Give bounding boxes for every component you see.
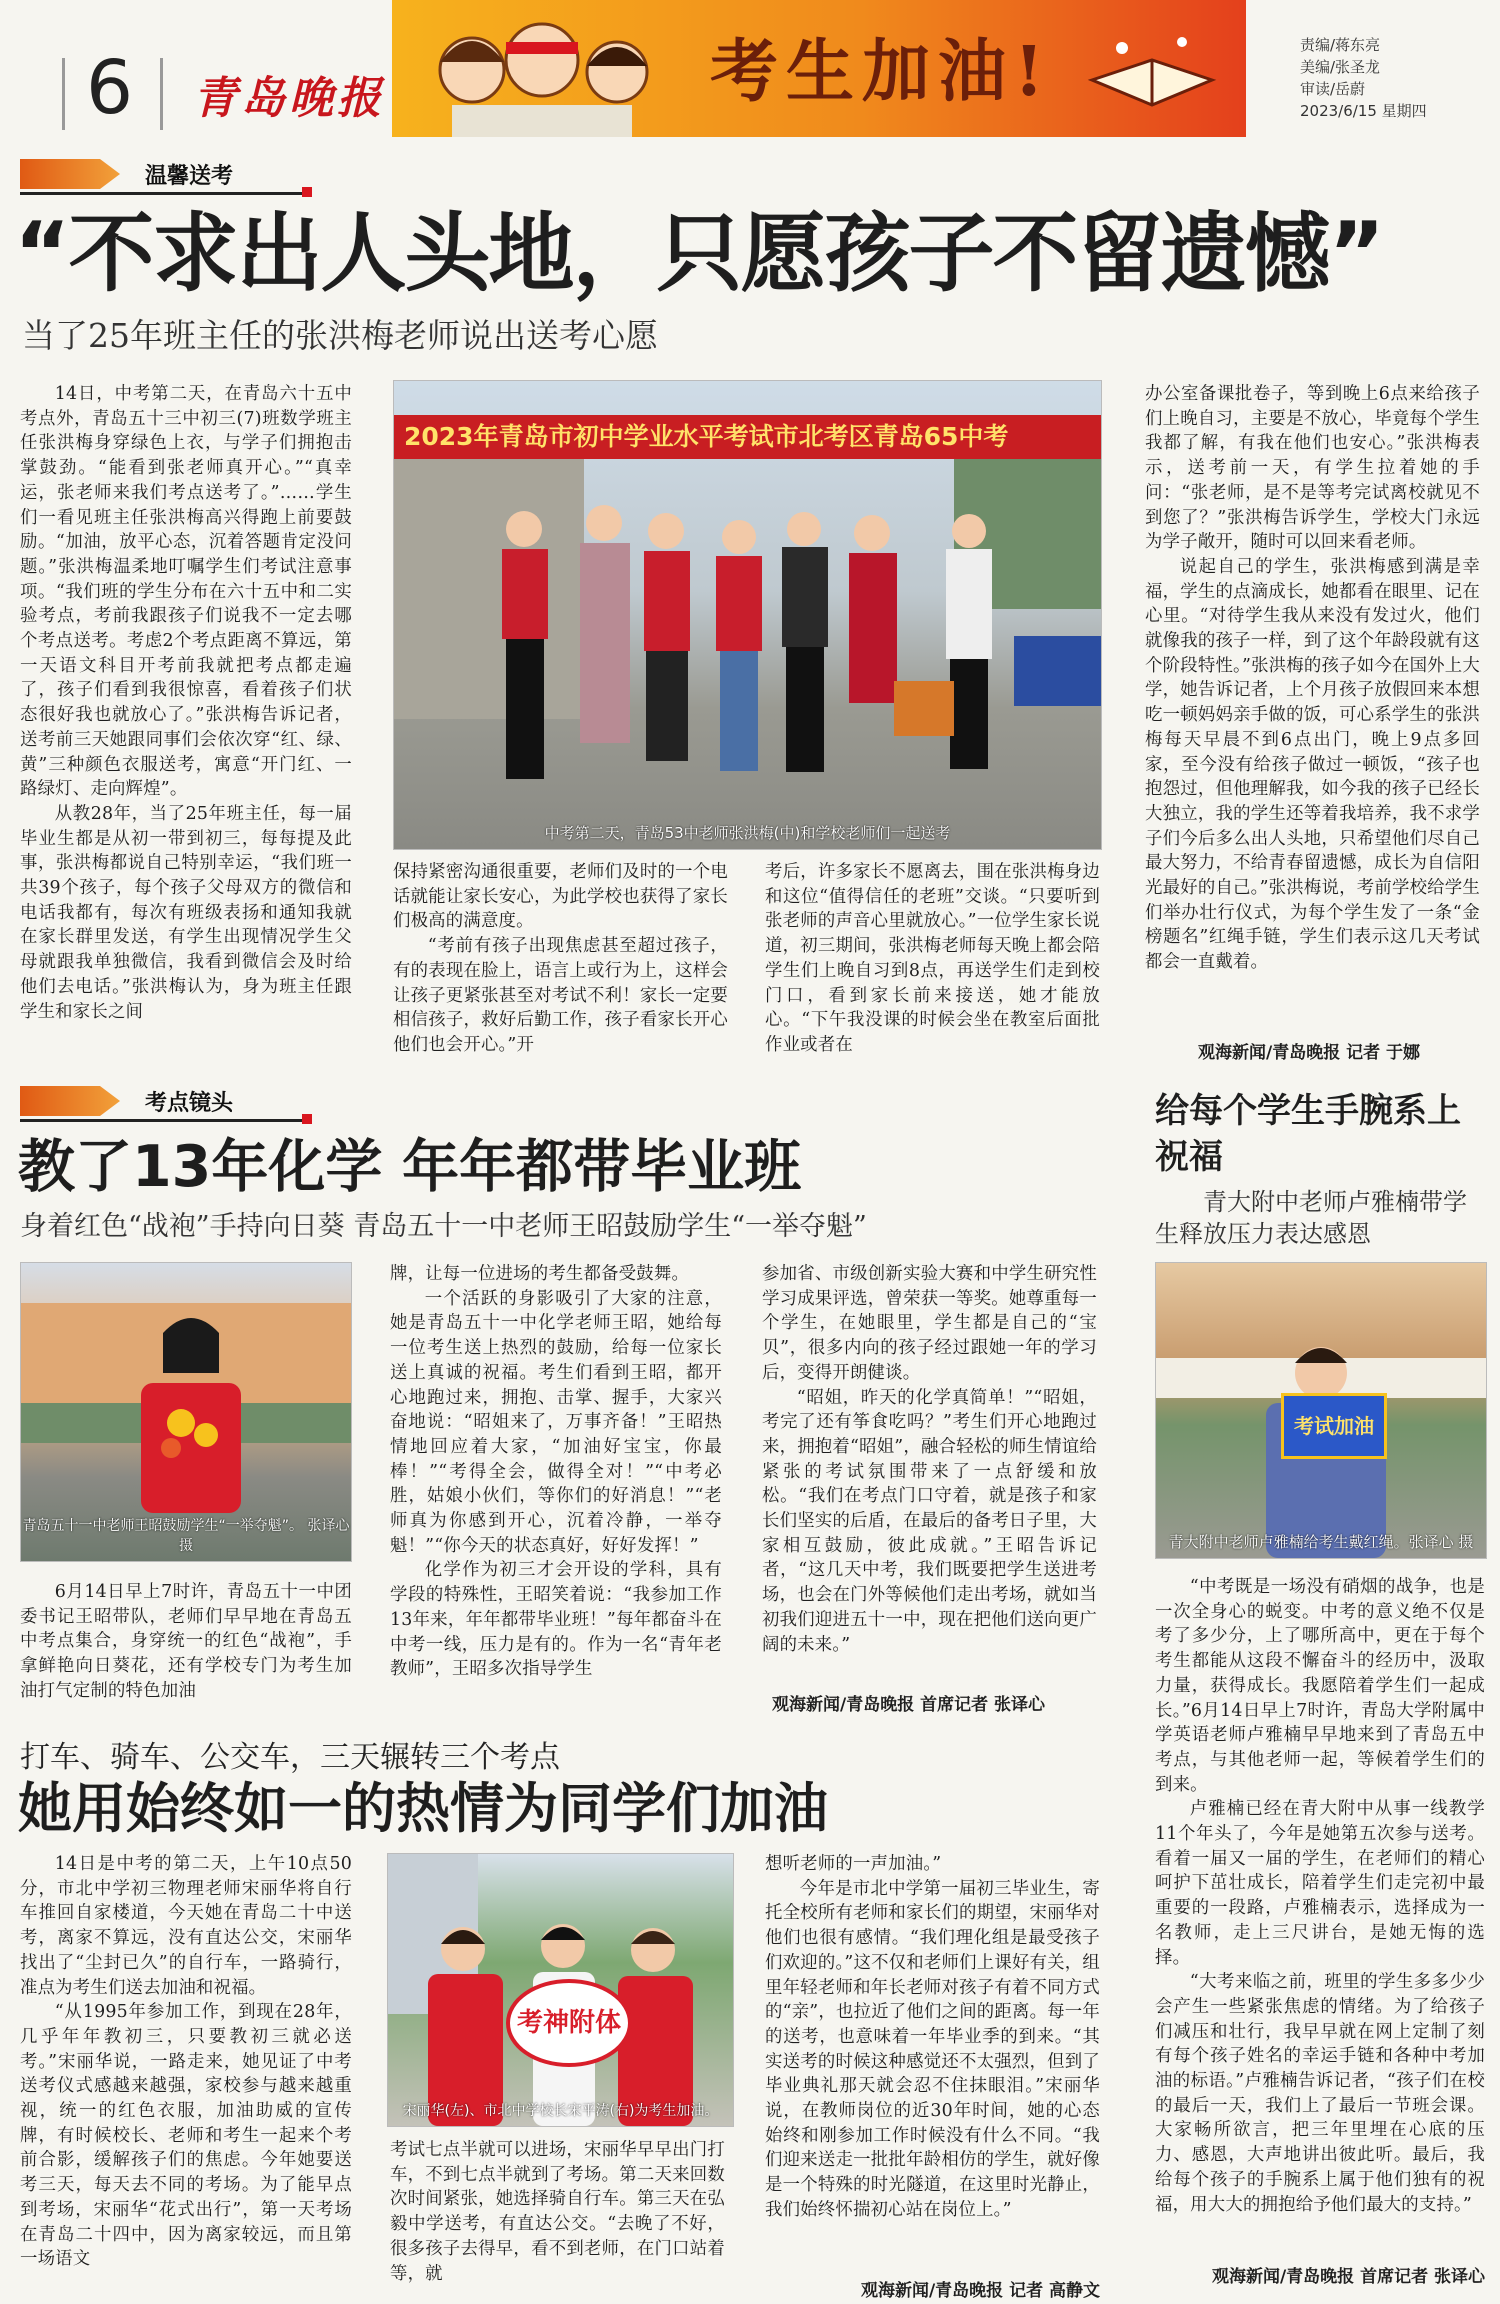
headline-story2: 教了13年化学 年年都带毕业班 [18,1134,802,1200]
headline-story3: 给每个学生手腕系上祝福 [1155,1091,1461,1177]
editor-line: 审读/岳蔚 [1300,80,1366,98]
paragraph: “昭姐，昨天的化学真简单！”“昭姐，考完了还有筝食吃吗？”考生们开心地跑过来，拥抱着“昭姐”，融合轻松的师生情谊给紧张的考试氛围带来了一点舒缓和放松。“我们在考点门口守着，就是孩子和家长们坚实的后盾，在最后的备考日子里，大家相互鼓励，彼此成就。”王昭告诉记者，“这几天中考，我们既要把学生送进考场，也会在门外等候他们走出考场，就如当初我们迎进五十一中，现在把他们送向更广阔的未来。” [762,1387,1097,1655]
subhead-story1: 当了25年班主任的张洪梅老师说出送考心愿 [22,316,658,355]
paragraph: “考前有孩子出现焦虑甚至超过孩子，有的表现在脸上，语言上或行为上，这样会让孩子更紧张甚至对考试不利！家长一定要相信孩子，救好后勤工作，孩子看家长开心他们也会开心。”开 [393,936,728,1055]
paragraph: 化学作为初三才会开设的学科，具有学段的特殊性，王昭笑着说：“我参加工作13年来，年年都带毕业班！”每年都奋斗在中考一线，压力是有的。作为一名“青年老教师”，王昭多次指导学生 [390,1560,722,1680]
cheer-sign: 考神附体 [506,1979,632,2067]
subhead-story3: 青大附中老师卢雅楠带学生释放压力表达感恩 [1155,1188,1467,1248]
header-rule-2 [160,58,163,130]
paragraph: 14日，中考第二天，在青岛六十五中考点外，青岛五十三中初三(7)班数学班主任张洪梅身穿绿色上衣，与学子们拥抱击掌鼓劲。“能看到张老师真开心。”“真幸运，张老师来我们考点送考了。”……学生们一看见班主任张洪梅高兴得跑上前要鼓励。“加油，放平心态，沉着答题肯定没问题。”张洪梅温柔地叮嘱学生们考试注意事项。“我们班的学生分布在六十五中和二实验考点，考前我跟孩子们说我不一定去哪个考点送考。考虑2个考点距离不算远，第一天语文科目开考前我就把考点都走遍了，孩子们看到我很惊喜，看着孩子们状态很好我也就放心了。”张洪梅告诉记者，送考前三天她跟同事们会依次穿“红、绿、黄”三种颜色衣服送考，寓意“开门红、一路绿灯、走向辉煌”。 [20,384,352,800]
banner [392,0,1246,137]
paragraph: 考试七点半就可以进场，宋丽华早早出门打车，不到七点半就到了考场。第二天来回数次时间紧张，她选择骑自行车。第三天在弘毅中学送考，有直达公交。“去晚了不好，很多孩子去得早，看不到老师，在门口站着等，就 [390,2140,725,2284]
story4-column-3 [765,1852,1100,2272]
subhead-story2: 身着红色“战袍”手持向日葵 青岛五十一中老师王昭鼓励学生“一举夺魁” [20,1211,867,1242]
photo-story2-teacher [20,1262,352,1562]
cartoon-students-icon [412,0,672,137]
issue-date: 2023/6/15 星期四 [1300,102,1427,120]
kicker-story4: 打车、骑车、公交车，三天辗转三个考点 [20,1740,560,1775]
story1-column-4 [1145,382,1480,1032]
book-icon [1082,20,1222,120]
paragraph: “从1995年参加工作，到现在28年，几乎年年教初三，只要教初三就必送考。”宋丽华说，一路走来，她见证了中考送考仪式感越来越强，家校参与越来越重视，统一的红色衣服，加油助威的宣传牌，有时候校长、老师和考生一起来个考前合影，缓解孩子们的焦虑。今年她要送考三天，每天去不同的考场。为了能早点到考场，宋丽华“花式出行”，第一天考场在青岛二十四中，因为离家较远，而且第一场语文 [20,2002,352,2270]
story3-body [1155,1575,1485,2255]
byline-story4: 观海新闻/青岛晚报 记者 高静文 [860,2281,1100,2301]
paragraph: 保持紧密沟通很重要，老师们及时的一个电话就能让家长安心，为此学校也获得了家长们极高的满意度。 [393,862,728,932]
masthead [0,0,1500,150]
section-label-warm [20,155,310,195]
editor-credits [1300,34,1427,122]
cheer-sign: 考试加油 [1281,1393,1387,1459]
headline-story4: 她用始终如一的热情为同学们加油 [18,1777,828,1840]
paragraph: 14日是中考的第二天，上午10点50分，市北中学初三物理老师宋丽华将自行车推回自家楼道，今天她在青岛二十中送考，离家不算远，没有直达公交，宋丽华找出了“尘封已久”的自行车，一路骑行，准点为考生们送去加油和祝福。 [20,1854,352,1998]
section-arrow-icon [20,159,120,189]
story2-column-3 [762,1262,1097,1682]
editor-line: 美编/张圣龙 [1300,58,1381,76]
paragraph: 参加省、市级创新实验大赛和中学生研究性学习成果评选，曾荣获一等奖。她尊重每一个学生，在她眼里，学生都是自己的“宝贝”，很多内向的孩子经过跟她一年的学习后，变得开朗健谈。 [762,1264,1097,1383]
teachers-group-figure [394,381,1101,849]
photo-story4-teachers [387,1853,734,2127]
paragraph: 一个活跃的身影吸引了大家的注意，她是青岛五十一中化学老师王昭，她给每一位考生送上热烈的鼓励，给每一位家长送上真诚的祝福。考生们看到王昭，都开心地跑过来，拥抱、击掌、握手，大家兴奋地说：“昭姐来了，万事齐备！”王昭热情地回应着大家，“加油好宝宝，你最棒！”“考得全会，做得全对！”“中考必胜，姑娘小伙们，等你们的好消息！”“老师真为你感到开心，沉着冷静，一举夺魁！”“你今天的状态真好，好好发挥！” [390,1288,722,1556]
paper-name: 青岛晚报 [193,73,385,124]
byline-story3: 观海新闻/青岛晚报 首席记者 张译心 [1211,2267,1485,2287]
photo-caption: 青岛五十一中老师王昭鼓励学生“一举夺魁”。 张译心 摄 [22,1518,350,1554]
photo-story1-teachers [393,380,1102,850]
paragraph: 从教28年，当了25年班主任，每一届毕业生都是从初一带到初三，每每提及此事，张洪梅都说自己特别幸运，“我们班一共39个孩子，每个孩子父母双方的微信和电话我都有，每次有班级表扬和通知我就在家长群里发送，有学生出现情况学生父母就跟我单独微信，我看到微信会及时给他们去电话。”张洪梅认为，身为班主任跟学生和家长之间 [20,803,352,1022]
photo-banner-red: 2023年青岛市初中学业水平考试市北考区青岛65中考 [394,415,1101,459]
photo-caption: 青大附中老师卢雅楠给考生戴红绳。张译心 摄 [1168,1533,1474,1551]
header-rule [62,58,65,130]
story2-column-2 [390,1262,722,1712]
paragraph: 办公室备课批卷子，等到晚上6点来给孩子们上晚自习，主要是不放心，毕竟每个学生我都了解，有我在他们也安心。”张洪梅表示，送考前一天，有学生拉着她的手问：“张老师，是不是等考完试离校就见不到您了？”张洪梅告诉学生，学校大门永远为学子敞开，随时可以回来看老师。 [1145,384,1480,553]
paragraph: 今年是市北中学第一届初三毕业生，寄托全校所有老师和家长们的期望，宋丽华对他们也很有感情。“我们理化组是最受孩子们欢迎的。”这不仅和老师们上课好有关，组里年轻老师和年长老师对孩子有着不同方式的“亲”，也拉近了他们之间的距离。每一年的送考，也意味着一年毕业季的到来。“其实送考的时候这种感觉还不太强烈，但到了毕业典礼那天就会忍不住抹眼泪。”宋丽华说，在教师岗位的近30年时间，她的心态始终和刚参加工作时候没有什么不同。“我们迎来送走一批批年龄相仿的学生，就好像是一个特殊的时光隧道，在这里时光静止，我们始终怀揣初心站在岗位上。” [765,1878,1100,2220]
story2-column-1 [20,1580,352,1710]
photo-story3-teacher [1155,1262,1487,1559]
paragraph: 说起自己的学生，张洪梅感到满是幸福，学生的点滴成长，她都看在眼里、记在心里。“对待学生我从来没有发过火，他们就像我的孩子一样，到了这个年龄段就有这个阶段特性。”张洪梅的孩子如今在国外上大学，她告诉记者，上个月孩子放假回来本想吃一顿妈妈亲手做的饭，可心系学生的张洪梅每天早晨不到6点出门，晚上9点多回家，至今没有给孩子做过一顿饭，“孩子也抱怨过，但他理解我，如今我的孩子已经长大独立，我的学生还等着我培养，我不求学子们今后多么出人头地，只希望他们尽自己最大努力，不给青春留遗憾，成长为自信阳光最好的自己。”张洪梅说，考前学校给学生们举办壮行仪式，为每个学生发了一条“金榜题名”红绳手链，学生们表示这几天考试都会一直戴着。 [1145,556,1480,973]
section-label-exam [20,1082,310,1122]
section-arrow-icon [20,1086,120,1116]
editor-line: 责编/蒋东亮 [1300,36,1381,54]
paragraph: 考后，许多家长不愿离去，围在张洪梅身边和这位“值得信任的老班”交谈。“只要听到张老师的声音心里就放心。”一位学生家长说道，初三期间，张洪梅老师每天晚上都会陪学生们上晚自习到8点，再送学生们走到校门口，看到家长前来接送，她才能放心。“下午我没课的时候会坐在教室后面批作业或者在 [765,862,1100,1055]
photo-caption: 宋丽华(左)、市北中学校长宋平涛(右)为考生加油。 [402,2103,719,2119]
byline-story1: 观海新闻/青岛晚报 记者 于娜 [1198,1043,1421,1063]
paragraph: “中考既是一场没有硝烟的战争，也是一次全身心的蜕变。中考的意义绝不仅是考了多少分，上了哪所高中，更在于每个考生都能从这段不懈奋斗的经历中，汲取力量，获得成长。我愿陪着学生们一起成长。”6月14日早上7时许，青岛大学附属中学英语老师卢雅楠早早地来到了青岛五中考点，与其他老师一起，等候着学生们的到来。 [1155,1577,1485,1795]
photo-caption: 中考第二天，青岛53中老师张洪梅(中)和学校老师们一起送考 [544,824,951,842]
story4-column-1 [20,1852,352,2292]
story1-column-1 [20,382,352,1060]
section-title: 考点镜头 [145,1091,234,1116]
byline-story2: 观海新闻/青岛晚报 首席记者 张译心 [772,1695,1046,1715]
banner-title: 考生加油! [710,32,1052,112]
paragraph: 卢雅楠已经在青大附中从事一线教学11个年头了，今年是她第五次参与送考。看着一届又一届的学生，在老师们的精心呵护下茁壮成长，陪着学生们走完初中最重要的一段路，卢雅楠表示，选择成为一名教师，走上三尺讲台，是她无悔的选择。 [1155,1799,1485,1968]
paragraph: 牌，让每一位进场的考生都备受鼓舞。 [390,1264,690,1284]
headline-story1: “不求出人头地，只愿孩子不留遗憾” [14,204,1384,304]
paragraph: 想听老师的一声加油。” [765,1854,942,1874]
section-title: 温馨送考 [145,164,234,189]
paragraph: 6月14日早上7时许，青岛五十一中团委书记王昭带队，老师们早早地在青岛五中考点集合，身穿统一的红色“战袍”，手拿鲜艳向日葵花，还有学校专门为考生加油打气定制的特色加油 [20,1582,352,1701]
story1-column-3 [765,860,1100,1060]
story4-column-2 [390,2138,725,2288]
page-number: 6 [86,45,134,131]
paragraph: “大考来临之前，班里的学生多多少少会产生一些紧张焦虑的情绪。为了给孩子们减压和壮行，我早早就在网上定制了刻有每个孩子姓名的幸运手链和各种中考加油的标语。”卢雅楠告诉记者，“孩子们在校的最后一天，我们上了最后一节班会课。大家畅所欲言，把三年里埋在心底的压力、感恩，大声地讲出彼此听。最后，我给每个孩子的手腕系上属于他们独有的祝福，用大大的拥抱给予他们最大的支持。” [1155,1972,1485,2215]
story1-column-2 [393,860,728,1060]
